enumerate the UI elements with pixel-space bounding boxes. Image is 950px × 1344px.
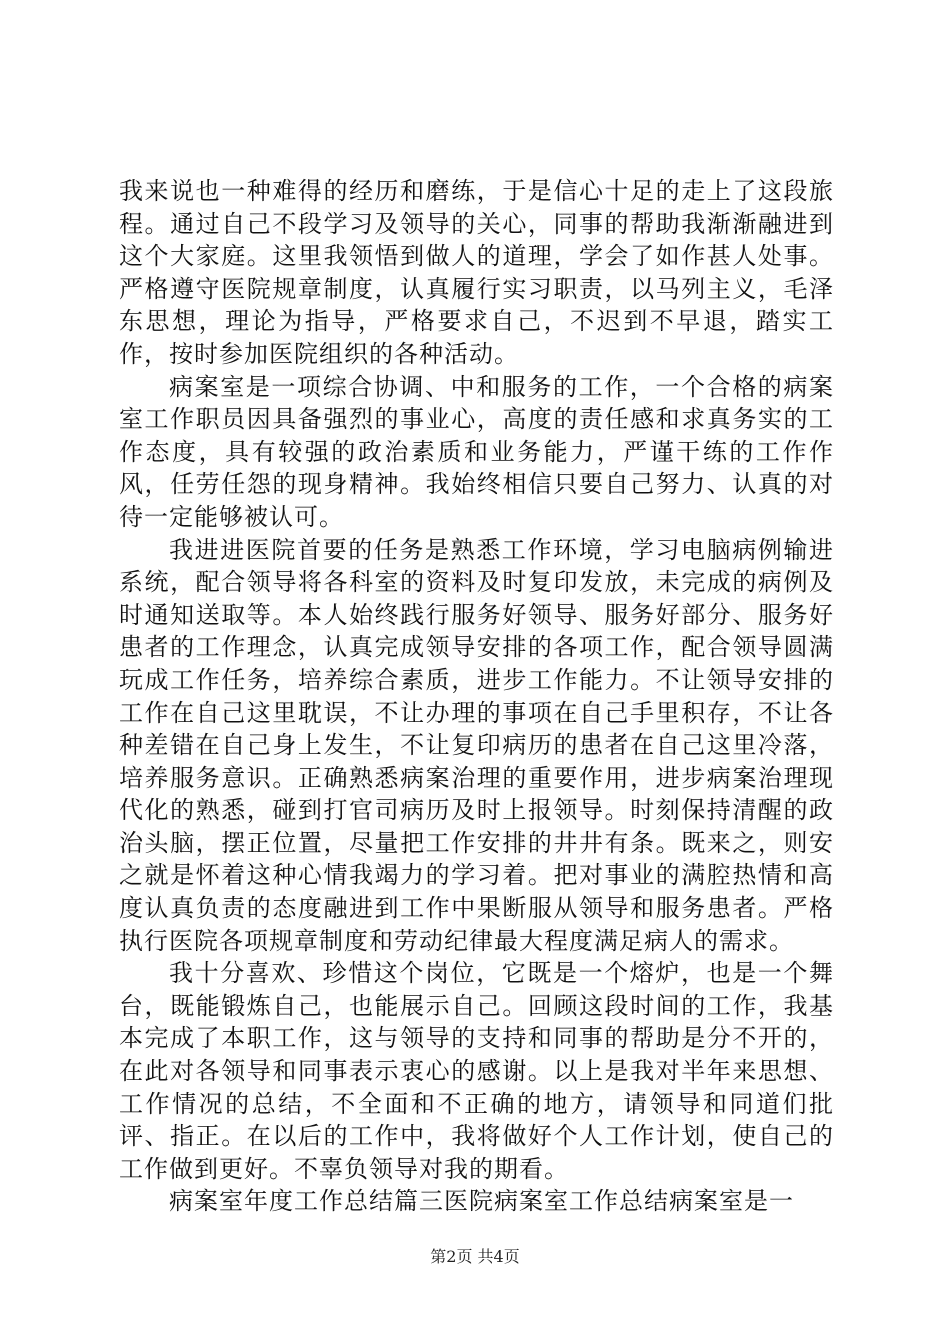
paragraph-role-description: 病案室是一项综合协调、中和服务的工作，一个合格的病案室工作职员因具备强烈的事业心，高度的责任感和求真务实的工作态度，具有较强的政治素质和业务能力，严谨干练的工作作风，任劳任怨的现身精神。我始终相信只要自己努力、认真的对待一定能够被认可。 bbox=[119, 372, 834, 531]
paragraph-next-section: 病案室年度工作总结篇三医院病案室工作总结病案室是一 bbox=[169, 1187, 794, 1216]
document-body bbox=[119, 175, 834, 1218]
paragraph-reflection: 我十分喜欢、珍惜这个岗位，它既是一个熔炉，也是一个舞台，既能锻炼自己，也能展示自己。回顾这段时间的工作，我基本完成了本职工作，这与领导的支持和同事的帮助是分不开的，在此对各领导和同事表示衷心的感谢。以上是我对半年来思想、工作情况的总结，不全面和不正确的地方，请领导和同道们批评、指正。在以后的工作中，我将做好个人工作计划，使自己的工作做到更好。不辜负领导对我的期看。 bbox=[119, 959, 834, 1183]
paragraph-work-duties: 我进进医院首要的任务是熟悉工作环境，学习电脑病例输进系统，配合领导将各科室的资料及时复印发放，未完成的病例及时通知送取等。本人始终践行服务好领导、服务好部分、服务好患者的工作理念，认真完成领导安排的各项工作，配合领导圆满玩成工作任务，培养综合素质，进步工作能力。不让领导安排的工作在自己这里耽误，不让办理的事项在自己手里积存，不让各种差错在自己身上发生，不让复印病历的患者在自己这里冷落，培养服务意识。正确熟悉病案治理的重要作用，进步病案治理现代化的熟悉，碰到打官司病历及时上报领导。时刻保持清醒的政治头脑，摆正位置，尽量把工作安排的井井有条。既来之，则安之就是怀着这种心情我竭力的学习着。把对事业的满腔热情和高度认真负责的态度融进到工作中果断服从领导和服务患者。严格执行医院各项规章制度和劳动纪律最大程度满足病人的需求。 bbox=[119, 535, 834, 955]
paragraph-continuation: 我来说也一种难得的经历和磨练，于是信心十足的走上了这段旅程。通过自己不段学习及领导的关心，同事的帮助我渐渐融进到这个大家庭。这里我领悟到做人的道理，学会了如作甚人处事。严格遵守医院规章制度，认真履行实习职责，以马列主义，毛泽东思想，理论为指导，严格要求自己，不迟到不早退，踏实工作，按时参加医院组织的各种活动。 bbox=[119, 177, 834, 368]
page-footer: 第2页 共4页 bbox=[430, 1247, 520, 1266]
